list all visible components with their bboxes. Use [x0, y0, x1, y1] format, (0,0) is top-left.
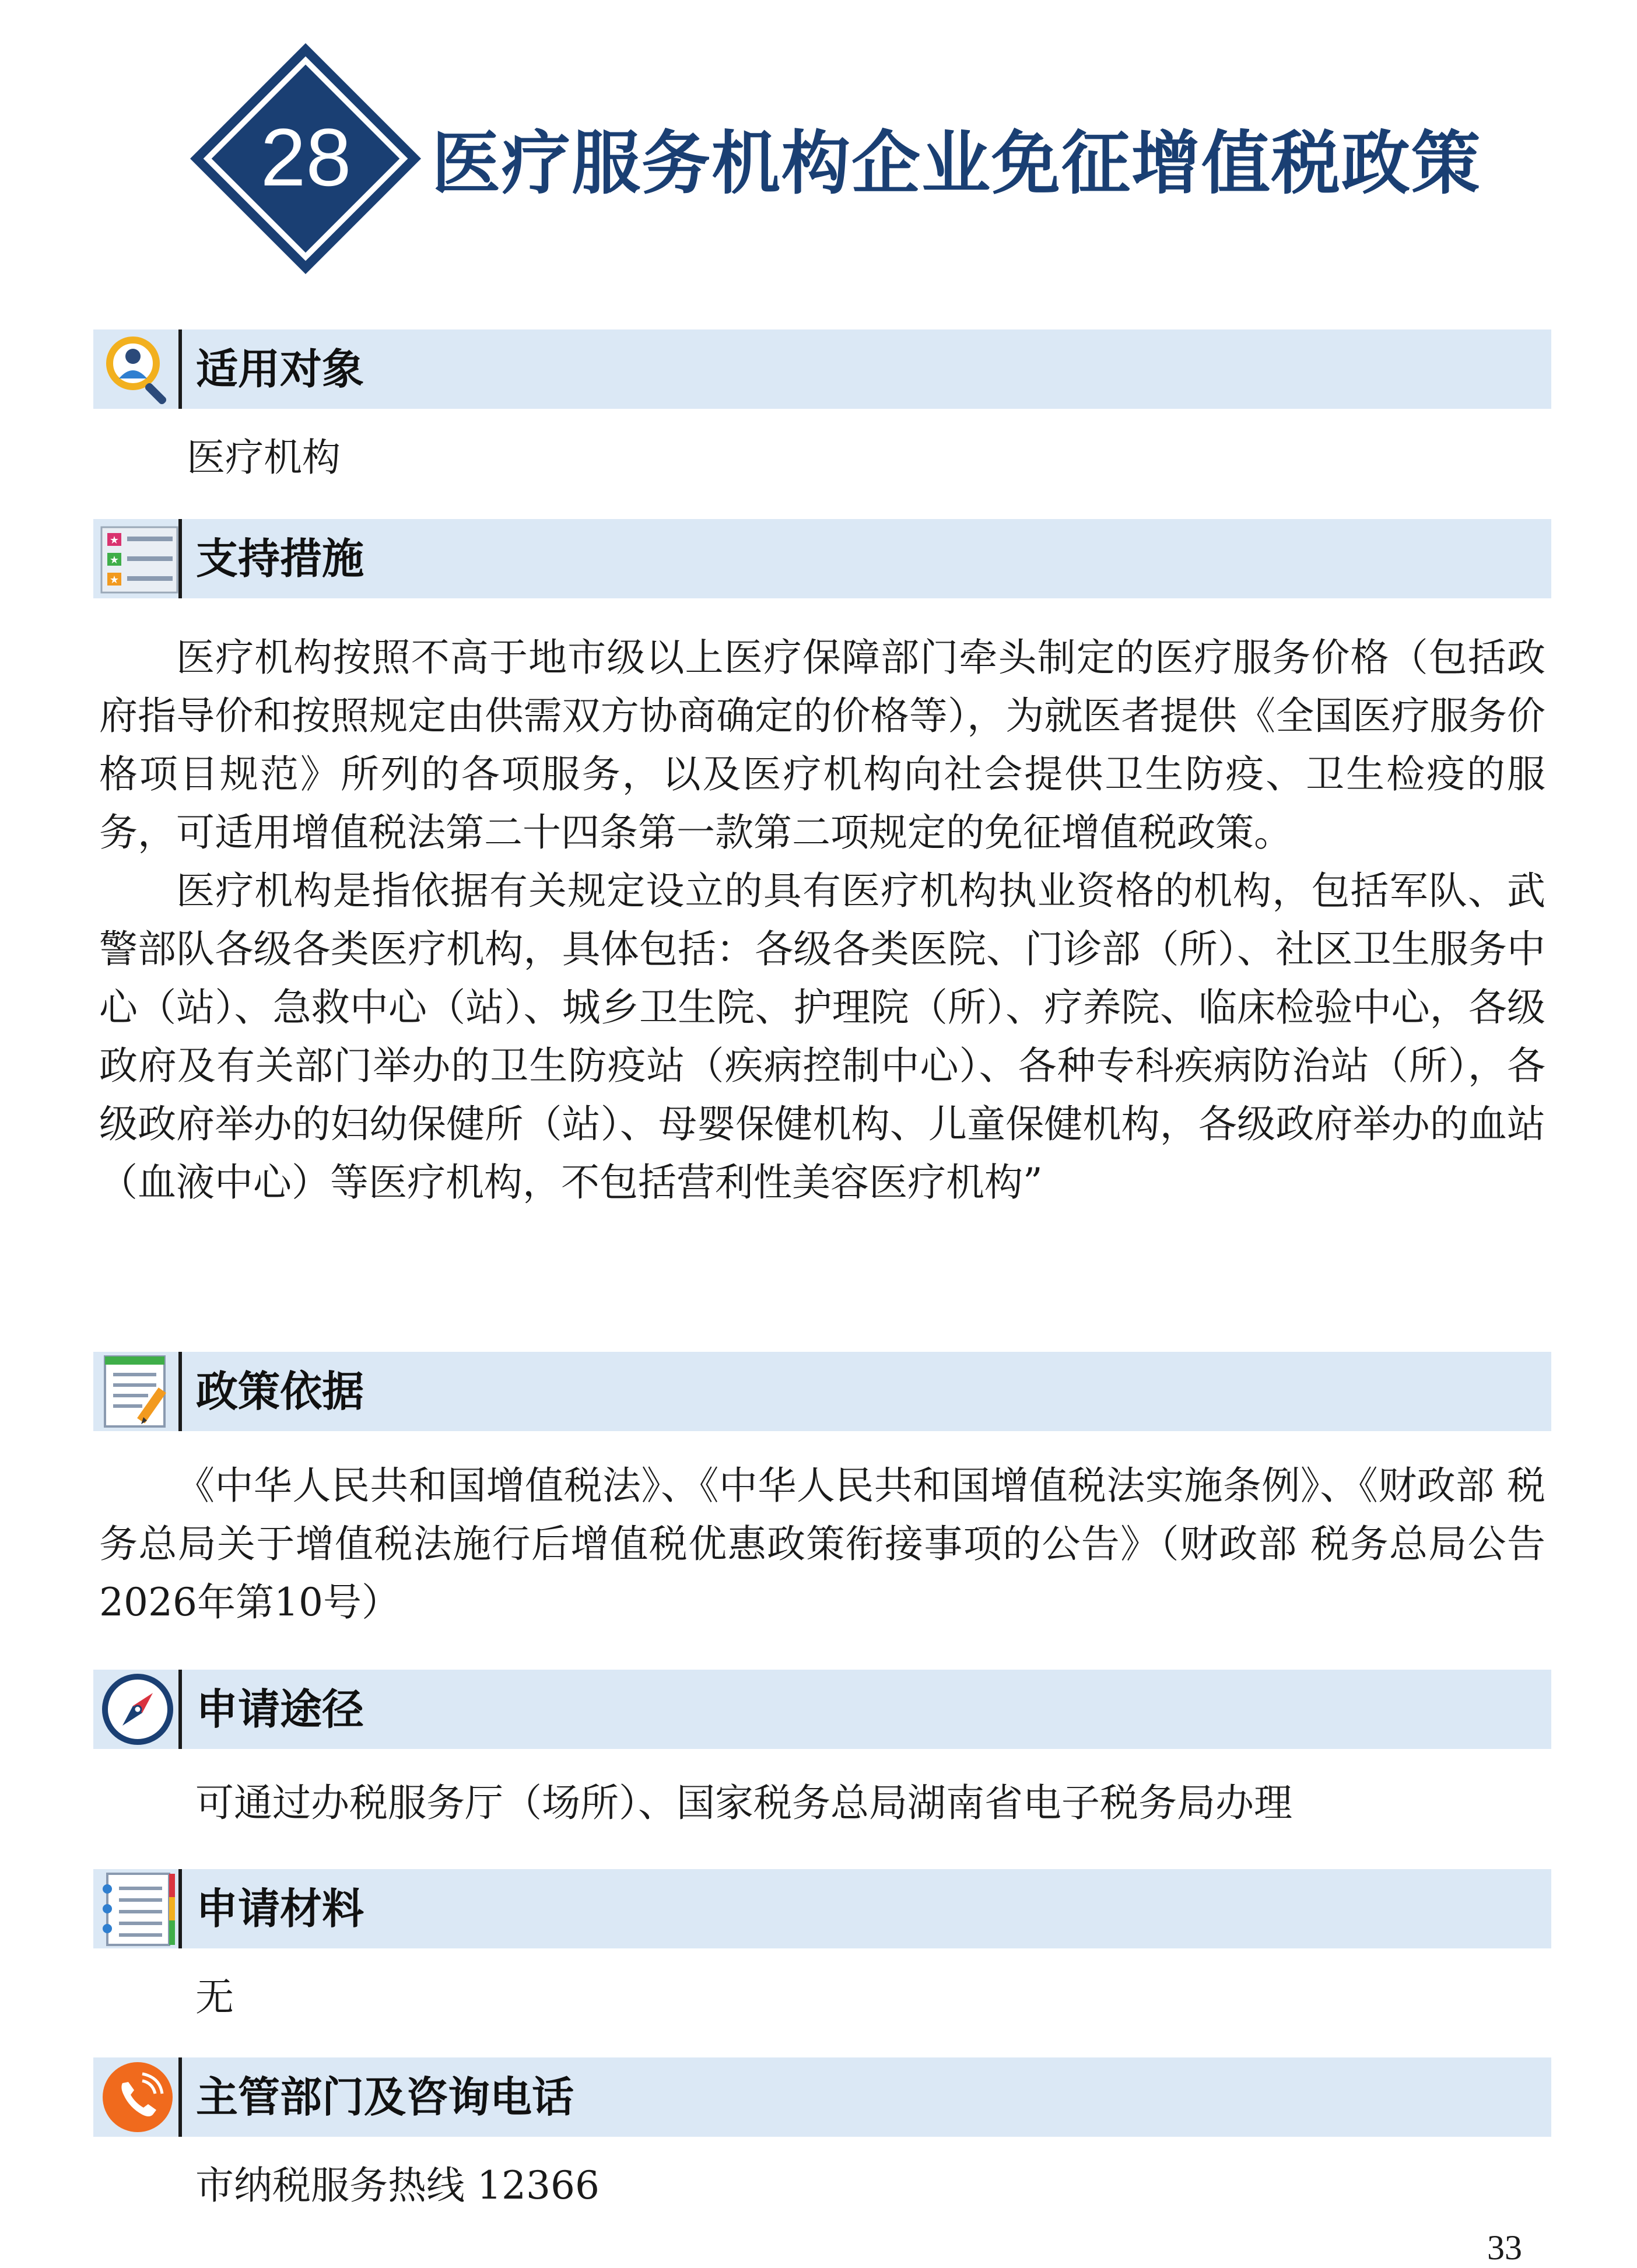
target-content: 医疗机构 — [187, 435, 341, 480]
measures-paragraph-2: 医疗机构是指依据有关规定设立的具有医疗机构执业资格的机构，包括军队、武警部队各级各类医疗机构，具体包括：各级各类医院、门诊部（所）、社区卫生服务中心（站）、急救中心（站）、城乡卫生院、护理院（所）、疗养院、临床检验中心，各级政府及有关部门举办的卫生防疫站（疾病控制中心）、各种专科疾病防治站（所），各级政府举办的妇幼保健所（站）、母婴保健机构、儿童保健机构，各级政府举办的血站（血液中心）等医疗机构，不包括营利性美容医疗机构” — [99, 868, 1545, 1205]
section-title: 主管部门及咨询电话 — [196, 2073, 574, 2122]
section-title: 适用对象 — [196, 345, 364, 394]
page-title: 医疗服务机构企业免征增值税政策 — [432, 123, 1482, 204]
section-divider — [178, 2057, 182, 2137]
section-divider — [178, 519, 182, 598]
page-number: 33 — [1487, 2228, 1522, 2267]
magnifier-person-icon — [97, 329, 178, 409]
notebook-icon — [97, 1869, 178, 1948]
section-divider — [178, 329, 182, 409]
basis-paragraph: 《中华人民共和国增值税法》、《中华人民共和国增值税法实施条例》、《财政部 税务总局关于增值税法施行后增值税优惠政策衔接事项的公告》（财政部 税务总局公告2026年第10号） — [99, 1463, 1545, 1625]
svg-text:★: ★ — [109, 534, 120, 546]
section-header-target — [93, 329, 1551, 409]
section-header-channel — [93, 1670, 1551, 1749]
section-header-basis — [93, 1352, 1551, 1431]
section-title: 申请途径 — [196, 1685, 364, 1734]
contact-content: 市纳税服务热线 12366 — [195, 2163, 600, 2208]
compass-icon — [97, 1670, 178, 1749]
page-header — [0, 0, 1637, 280]
measures-paragraph-1: 医疗机构按照不高于地市级以上医疗保障部门牵头制定的医疗服务价格（包括政府指导价和按照规定由供需双方协商确定的价格等），为就医者提供《全国医疗服务价格项目规范》所列的各项服务，以及医疗机构向社会提供卫生防疫、卫生检疫的服务，可适用增值税法第二十四条第一款第二项规定的免征增值税政策。 — [99, 635, 1545, 855]
section-header-materials — [93, 1869, 1551, 1948]
policy-number: 28 — [260, 111, 352, 203]
section-divider — [178, 1670, 182, 1749]
svg-text:★: ★ — [109, 554, 120, 566]
section-header-measures — [93, 519, 1551, 598]
measures-content — [99, 629, 1545, 1212]
svg-text:★: ★ — [109, 574, 120, 586]
section-title: 申请材料 — [196, 1884, 364, 1933]
materials-content: 无 — [195, 1975, 234, 2020]
channel-content: 可通过办税服务厅（场所）、国家税务总局湖南省电子税务局办理 — [195, 1780, 1292, 1825]
section-title: 政策依据 — [196, 1367, 364, 1416]
basis-content — [99, 1457, 1545, 1632]
phone-icon — [97, 2057, 178, 2137]
section-divider — [178, 1869, 182, 1948]
document-pencil-icon — [97, 1352, 178, 1431]
star-list-icon — [97, 519, 178, 598]
section-header-contact — [93, 2057, 1551, 2137]
section-divider — [178, 1352, 182, 1431]
section-title: 支持措施 — [196, 534, 364, 583]
